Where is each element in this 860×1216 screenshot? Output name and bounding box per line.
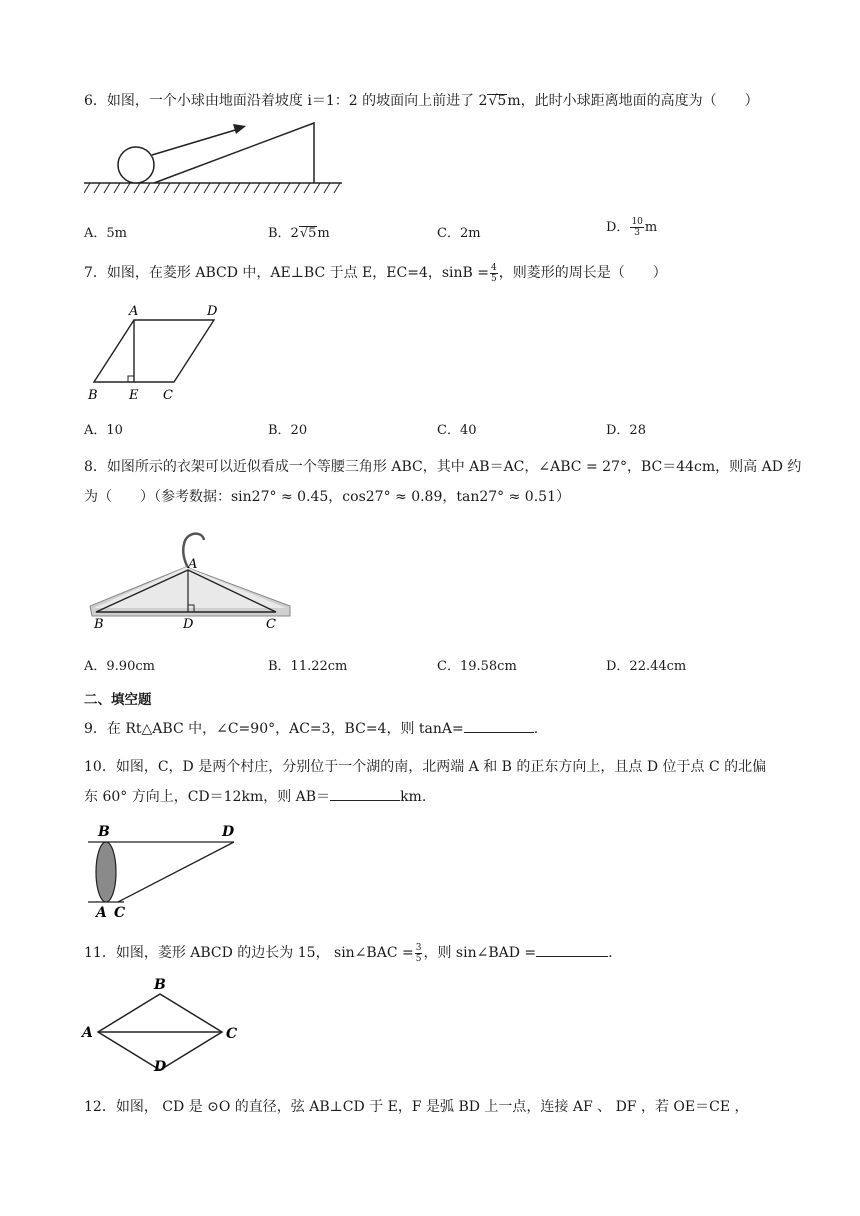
label-d: D (183, 617, 194, 632)
label-b: B (94, 617, 104, 632)
label-b: B (98, 824, 110, 840)
q8-option-c[interactable]: C．19.58cm (437, 659, 517, 674)
question-9-stem: 9．在 Rt△ABC 中，∠C=90°，AC=3，BC=4，则 tanA= . (84, 721, 539, 737)
label-b: B (88, 388, 98, 403)
label-a: A (96, 905, 107, 920)
label-d: D (222, 824, 235, 840)
label-d: D (154, 1059, 167, 1072)
q6-option-a[interactable]: A．5m (84, 226, 127, 241)
question-10-line-1: 10．如图，C，D 是两个村庄，分别位于一个湖的南，北两端 A 和 B 的正东方向上，且点 D 位于点 C 的北偏 (84, 759, 767, 775)
label-a: A (129, 304, 139, 319)
answer-blank[interactable] (330, 788, 400, 801)
label-c: C (266, 617, 276, 632)
q7-option-b[interactable]: B．20 (268, 423, 308, 438)
question-10-line-2: 东 60° 方向上，CD＝12km，则 AB＝ km. (84, 789, 427, 805)
label-d: D (207, 304, 218, 319)
q7-option-c[interactable]: C．40 (437, 423, 477, 438)
lake-villages-figure (84, 820, 244, 920)
question-7-stem: 7．如图，在菱形 ABCD 中，AE⊥BC 于点 E，EC=4，sinB = $\frac{4}{5}$ ，则菱形的周长是（ ） (84, 262, 667, 284)
question-11-stem: 11．如图，菱形 ABCD 的边长为 15， sin∠BAC = $\frac{3}{5}$ ，则 sin∠BAD = . (84, 942, 613, 964)
q6-option-d[interactable]: D． $\frac{10}{3}$ m (606, 217, 658, 238)
q6-option-b[interactable]: B．2√5m (268, 226, 330, 241)
q7-option-d[interactable]: D．28 (606, 423, 646, 438)
label-a: A (82, 1025, 93, 1041)
label-c: C (226, 1026, 238, 1042)
question-12-stem: 12．如图， CD 是 ⊙O 的直径，弦 AB⊥CD 于 E，F 是弧 BD 上一点，连接 AF 、 DF ，若 OE＝CE ， (84, 1099, 749, 1115)
answer-blank[interactable] (536, 944, 608, 957)
label-e: E (129, 388, 139, 403)
question-8-line-2: 为（ ）（参考数据：sin27° ≈ 0.45，cos27° ≈ 0.89，tan27° ≈ 0.51） (84, 489, 570, 505)
hanger-figure (84, 520, 304, 632)
slope-ball-figure (84, 115, 344, 197)
label-a: A (188, 557, 198, 572)
rhombus-diagonal-figure (80, 972, 250, 1072)
section-title: 二、填空题 (84, 692, 152, 708)
question-6-stem: 6．如图，一个小球由地面沿着坡度 i＝1：2 的坡面向上前进了 2√5m，此时小球距离地面的高度为（ ） (84, 93, 759, 109)
q6-option-c[interactable]: C．2m (437, 226, 481, 241)
label-b: B (154, 977, 166, 993)
q7-option-a[interactable]: A．10 (84, 423, 123, 438)
q8-option-d[interactable]: D．22.44cm (606, 659, 687, 674)
question-8-line-1: 8．如图所示的衣架可以近似看成一个等腰三角形 ABC，其中 AB＝AC，∠ABC = 27°，BC＝44cm，则高 AD 约 (84, 459, 802, 475)
label-c: C (114, 905, 126, 920)
q8-option-a[interactable]: A．9.90cm (84, 659, 155, 674)
rhombus-abcd-figure (84, 300, 244, 405)
answer-blank[interactable] (464, 720, 534, 733)
sqrt-symbol: √5 (488, 93, 507, 109)
q8-option-b[interactable]: B．11.22cm (268, 659, 348, 674)
label-c: C (163, 388, 173, 403)
